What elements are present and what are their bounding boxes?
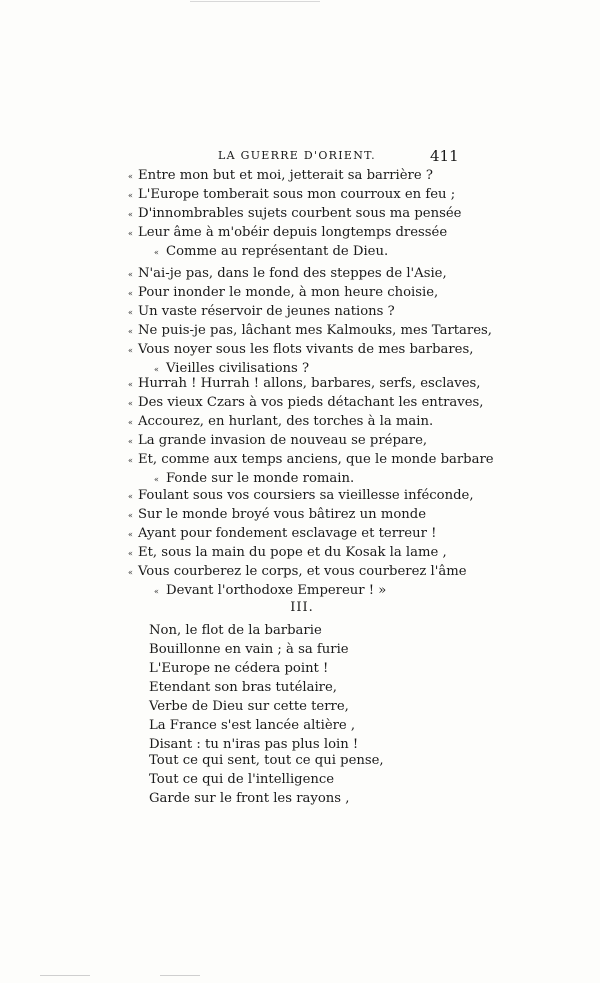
verse-text: Fonde sur le monde romain. bbox=[166, 471, 355, 486]
verse-text: La France s'est lancée altière , bbox=[149, 718, 356, 733]
verse-text: Tout ce qui de l'intelligence bbox=[149, 772, 335, 787]
verse-text: Devant l'orthodoxe Empereur ! » bbox=[166, 583, 387, 598]
verse-line bbox=[0, 393, 600, 412]
verse-text: L'Europe ne cédera point ! bbox=[149, 661, 329, 676]
verse-line bbox=[0, 242, 600, 261]
verse-text: Disant : tu n'iras pas plus loin ! bbox=[149, 737, 359, 752]
bottom-edge-rule-left bbox=[40, 975, 90, 976]
verse-text: Ne puis-je pas, lâchant mes Kalmouks, mes Tartares, bbox=[138, 323, 492, 338]
verse-line bbox=[0, 640, 600, 659]
verse-text: Des vieux Czars à vos pieds détachant les entraves, bbox=[138, 395, 484, 410]
page-header bbox=[0, 147, 600, 167]
verse-text: Etendant son bras tutélaire, bbox=[149, 680, 337, 695]
top-edge-rule bbox=[190, 1, 320, 2]
quote-mark: « bbox=[128, 327, 133, 336]
verse-text: Vieilles civilisations ? bbox=[166, 361, 310, 376]
bottom-edge-rule-right bbox=[160, 975, 200, 976]
verse-line bbox=[0, 770, 600, 789]
verse-line bbox=[0, 223, 600, 242]
running-title: LA GUERRE D'ORIENT. bbox=[218, 149, 376, 162]
verse-text: Accourez, en hurlant, des torches à la main. bbox=[138, 414, 434, 429]
verse-line bbox=[0, 321, 600, 340]
quote-mark: « bbox=[128, 172, 133, 181]
verse-line bbox=[0, 374, 600, 393]
verse-line bbox=[0, 302, 600, 321]
verse-text: Et, sous la main du pope et du Kosak la lame , bbox=[138, 545, 447, 560]
verse-text: Verbe de Dieu sur cette terre, bbox=[149, 699, 349, 714]
stanza-1 bbox=[0, 166, 600, 261]
verse-line bbox=[0, 486, 600, 505]
quote-mark: « bbox=[128, 492, 133, 501]
quote-mark: « bbox=[128, 346, 133, 355]
quote-mark: « bbox=[128, 399, 133, 408]
verse-line bbox=[0, 412, 600, 431]
quote-mark: « bbox=[154, 475, 159, 484]
quote-mark: « bbox=[128, 289, 133, 298]
verse-line bbox=[0, 450, 600, 469]
verse-text: Vous courberez le corps, et vous courberez l'âme bbox=[138, 564, 467, 579]
verse-line bbox=[0, 751, 600, 770]
verse-text: Vous noyer sous les flots vivants de mes barbares, bbox=[138, 342, 474, 357]
verse-line bbox=[0, 697, 600, 716]
verse-line bbox=[0, 185, 600, 204]
quote-mark: « bbox=[128, 437, 133, 446]
verse-line bbox=[0, 340, 600, 359]
section-numeral bbox=[0, 600, 600, 615]
verse-text: Hurrah ! Hurrah ! allons, barbares, serfs, esclaves, bbox=[138, 376, 481, 391]
verse-line bbox=[0, 562, 600, 581]
verse-line bbox=[0, 524, 600, 543]
quote-mark: « bbox=[154, 365, 159, 374]
quote-mark: « bbox=[128, 530, 133, 539]
verse-text: Pour inonder le monde, à mon heure choisie, bbox=[138, 285, 439, 300]
verse-line bbox=[0, 431, 600, 450]
quote-mark: « bbox=[128, 456, 133, 465]
quote-mark: « bbox=[128, 229, 133, 238]
verse-text: Sur le monde broyé vous bâtirez un monde bbox=[138, 507, 427, 522]
quote-mark: « bbox=[128, 568, 133, 577]
verse-text: D'innombrables sujets courbent sous ma pensée bbox=[138, 206, 462, 221]
part3-stanza-1 bbox=[0, 621, 600, 754]
verse-line bbox=[0, 543, 600, 562]
verse-line bbox=[0, 283, 600, 302]
verse-line bbox=[0, 264, 600, 283]
section-numeral-text: III. bbox=[290, 600, 314, 615]
verse-line bbox=[0, 716, 600, 735]
verse-line bbox=[0, 581, 600, 600]
verse-line bbox=[0, 678, 600, 697]
quote-mark: « bbox=[128, 191, 133, 200]
verse-line bbox=[0, 204, 600, 223]
verse-text: Foulant sous vos coursiers sa vieillesse inféconde, bbox=[138, 488, 474, 503]
page-number: 411 bbox=[430, 147, 459, 165]
verse-text: Ayant pour fondement esclavage et terreur ! bbox=[138, 526, 437, 541]
stanza-4 bbox=[0, 486, 600, 600]
quote-mark: « bbox=[154, 248, 159, 257]
verse-line bbox=[0, 166, 600, 185]
part3-stanza-2 bbox=[0, 751, 600, 808]
stanza-2 bbox=[0, 264, 600, 378]
verse-text: Tout ce qui sent, tout ce qui pense, bbox=[149, 753, 384, 768]
quote-mark: « bbox=[128, 210, 133, 219]
verse-text: Un vaste réservoir de jeunes nations ? bbox=[138, 304, 395, 319]
verse-text: Bouillonne en vain ; à sa furie bbox=[149, 642, 349, 657]
quote-mark: « bbox=[128, 380, 133, 389]
verse-text: La grande invasion de nouveau se prépare, bbox=[138, 433, 428, 448]
verse-line bbox=[0, 789, 600, 808]
quote-mark: « bbox=[154, 587, 159, 596]
verse-text: Leur âme à m'obéir depuis longtemps dressée bbox=[138, 225, 448, 240]
quote-mark: « bbox=[128, 270, 133, 279]
verse-text: Garde sur le front les rayons , bbox=[149, 791, 350, 806]
verse-text: Entre mon but et moi, jetterait sa barrière ? bbox=[138, 168, 433, 183]
quote-mark: « bbox=[128, 549, 133, 558]
verse-line bbox=[0, 659, 600, 678]
verse-line bbox=[0, 621, 600, 640]
verse-text: Non, le flot de la barbarie bbox=[149, 623, 322, 638]
quote-mark: « bbox=[128, 308, 133, 317]
quote-mark: « bbox=[128, 418, 133, 427]
verse-line bbox=[0, 505, 600, 524]
quote-mark: « bbox=[128, 511, 133, 520]
verse-text: L'Europe tomberait sous mon courroux en feu ; bbox=[138, 187, 456, 202]
stanza-3 bbox=[0, 374, 600, 488]
verse-text: Et, comme aux temps anciens, que le monde barbare bbox=[138, 452, 494, 467]
verse-text: Comme au représentant de Dieu. bbox=[166, 244, 389, 259]
verse-text: N'ai-je pas, dans le fond des steppes de l'Asie, bbox=[138, 266, 447, 281]
